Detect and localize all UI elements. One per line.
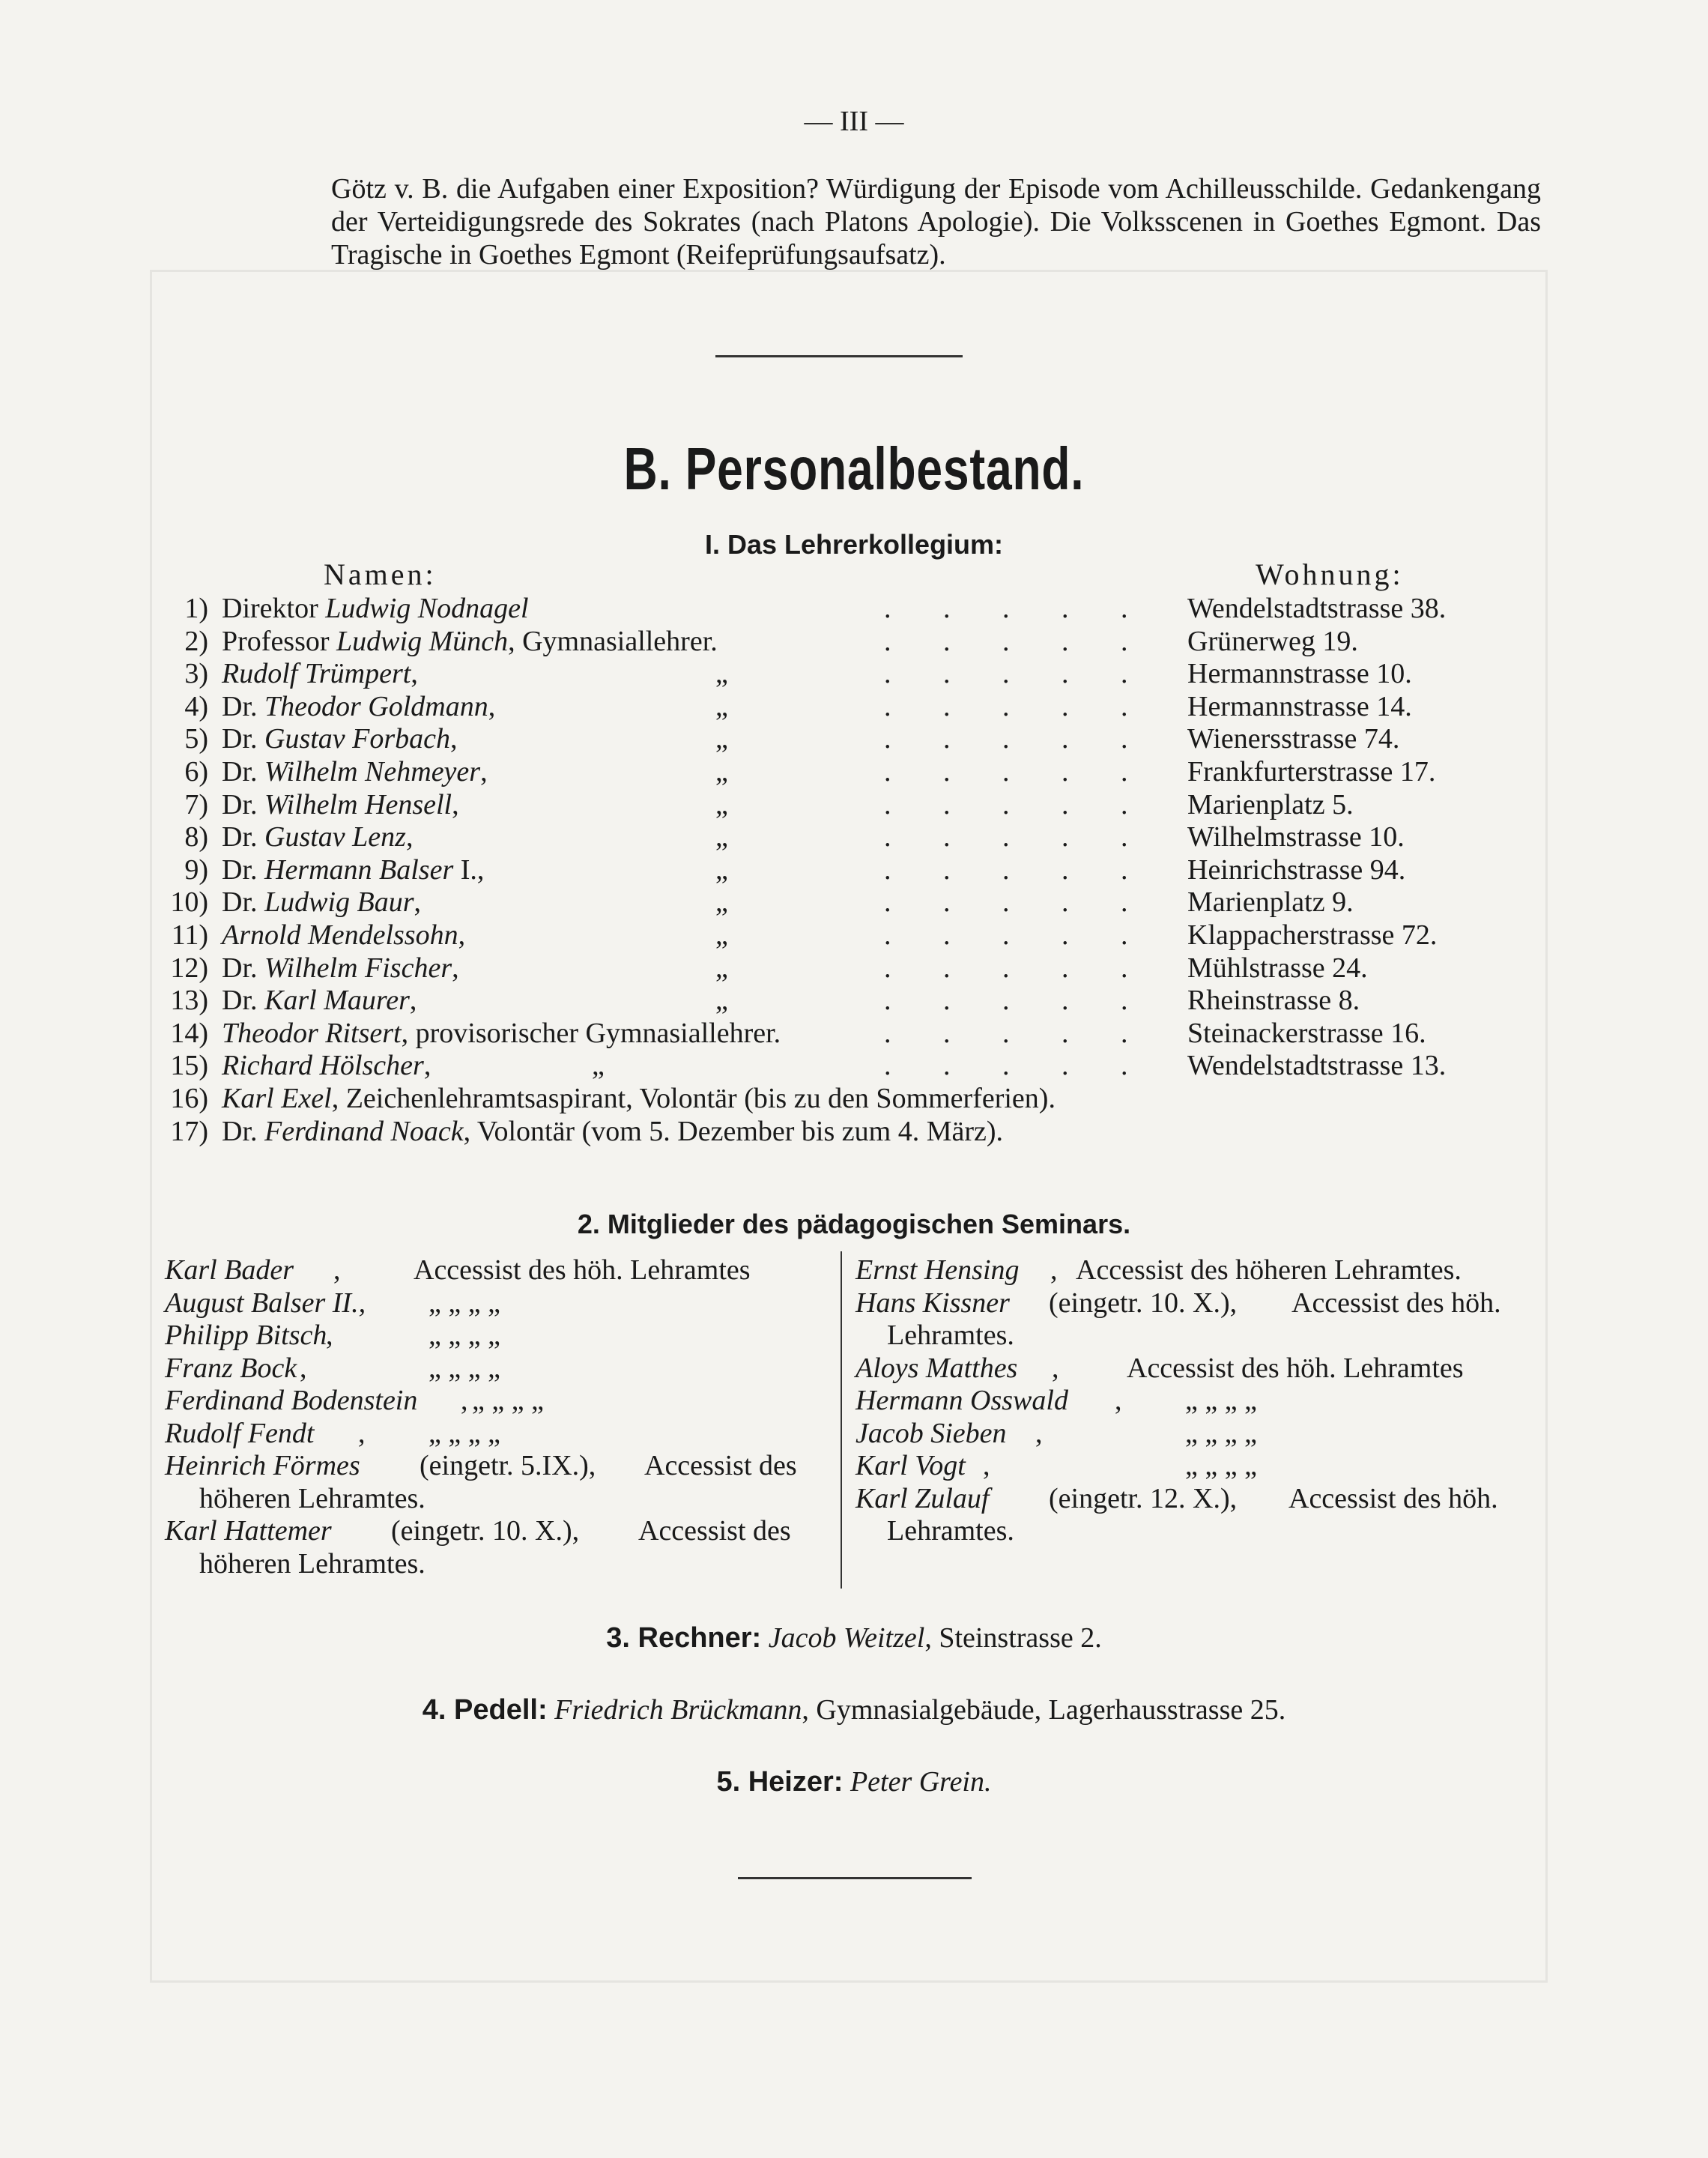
teacher-row	[0, 657, 1708, 690]
leader-dots: . . . . .	[884, 625, 1151, 657]
seminar-row: Jacob Sieben , „ „ „ „	[855, 1417, 1257, 1449]
teacher-name: Theodor Ritsert, provisorischer Gymnasiallehrer.	[222, 1017, 781, 1049]
leader-dots: . . . . .	[884, 788, 1151, 820]
section-title: B. Personalbestand.	[623, 435, 1085, 502]
teacher-row	[0, 984, 1708, 1017]
teacher-row	[0, 853, 1708, 886]
teacher-address: Heinrichstrasse 94.	[1187, 853, 1406, 886]
teacher-address: Hermannstrasse 14.	[1187, 690, 1412, 722]
teacher-row	[0, 1049, 1708, 1082]
ditto-mark: „	[715, 886, 728, 919]
seminar-row: Lehramtes.	[887, 1515, 1014, 1547]
teacher-row	[0, 952, 1708, 985]
teacher-row	[0, 592, 1708, 625]
teacher-row	[0, 788, 1708, 821]
teacher-name: Rudolf Trümpert,	[222, 658, 418, 690]
teacher-number: 11)	[171, 919, 208, 951]
seminar-row: Lehramtes.	[887, 1320, 1014, 1351]
teacher-address: Mühlstrasse 24.	[1187, 952, 1368, 984]
teacher-number: 8)	[184, 821, 208, 853]
seminar-row: Philipp Bitsch , „ „ „ „	[165, 1320, 500, 1351]
ditto-mark: „	[715, 756, 728, 788]
teacher-number: 15)	[170, 1050, 208, 1082]
seminar-left-column	[165, 1254, 832, 1580]
col-header-address: Wohnung:	[1256, 557, 1404, 591]
rechner-line: 3. Rechner: Jacob Weitzel, Steinstrasse 2.	[606, 1622, 1102, 1654]
divider-bottom	[738, 1877, 972, 1879]
divider-top	[715, 355, 963, 357]
teacher-name: Dr. Theodor Goldmann,	[222, 690, 496, 722]
teacher-row	[0, 625, 1708, 658]
teacher-number: 7)	[184, 788, 208, 820]
teacher-address: Steinackerstrasse 16.	[1187, 1017, 1426, 1049]
teacher-name: Dr. Hermann Balser I.,	[222, 853, 485, 886]
leader-dots: . . . . .	[884, 658, 1151, 690]
teacher-name: Karl Exel, Zeichenlehramtsaspirant, Volontär (bis zu den Sommerferien).	[222, 1083, 1056, 1114]
teacher-address: Marienplatz 5.	[1187, 788, 1354, 820]
teacher-name: Dr. Gustav Lenz,	[222, 821, 414, 853]
lehrer-heading: I. Das Lehrerkollegium:	[704, 529, 1004, 560]
teacher-name: Richard Hölscher,	[222, 1050, 431, 1082]
seminar-row: Ferdinand Bodenstein , „ „ „ „	[165, 1385, 544, 1416]
teacher-number: 4)	[184, 690, 208, 722]
ditto-mark: „	[715, 788, 728, 820]
seminar-row: Hans Kissner (eingetr. 10. X.), Accessist des höh.	[855, 1287, 1501, 1319]
teacher-name: Dr. Karl Maurer,	[222, 985, 417, 1017]
teacher-address: Marienplatz 9.	[1187, 886, 1354, 919]
seminar-row: Aloys Matthes , Accessist des höh. Lehramtes	[855, 1352, 1464, 1384]
seminar-heading: 2. Mitglieder des pädagogischen Seminars.	[577, 1209, 1131, 1239]
teacher-number: 16)	[170, 1083, 208, 1114]
leader-dots: . . . . .	[884, 985, 1151, 1017]
ditto-mark: „	[715, 853, 728, 886]
seminar-row: Karl Vogt , „ „ „ „	[855, 1450, 1257, 1481]
teacher-row	[0, 820, 1708, 853]
leader-dots: . . . . .	[884, 821, 1151, 853]
pedell-line: 4. Pedell: Friedrich Brückmann, Gymnasialgebäude, Lagerhausstrasse 25.	[422, 1694, 1286, 1726]
ditto-mark: „	[715, 919, 728, 951]
column-divider	[841, 1251, 842, 1589]
seminar-row: Karl Hattemer (eingetr. 10. X.), Accessist des	[165, 1515, 791, 1547]
teacher-name: Dr. Wilhelm Fischer,	[222, 952, 459, 984]
leader-dots: . . . . .	[884, 919, 1151, 951]
teacher-name: Dr. Ferdinand Noack, Volontär (vom 5. Dezember bis zum 4. März).	[222, 1115, 1004, 1147]
teacher-name: Arnold Mendelssohn,	[222, 919, 466, 951]
leader-dots: . . . . .	[884, 690, 1151, 722]
seminar-row: Karl Bader , Accessist des höh. Lehramtes	[165, 1254, 751, 1286]
teacher-row	[0, 886, 1708, 919]
seminar-row: Rudolf Fendt , „ „ „ „	[165, 1417, 500, 1449]
seminar-row: Hermann Osswald , „ „ „ „	[855, 1385, 1257, 1416]
leader-dots: . . . . .	[884, 952, 1151, 984]
ditto-mark: „	[592, 1050, 605, 1082]
teacher-address: Wienersstrasse 74.	[1187, 723, 1400, 755]
teacher-name: Professor Ludwig Münch, Gymnasiallehrer.	[222, 625, 718, 657]
teacher-address: Grünerweg 19.	[1187, 625, 1358, 657]
teacher-number: 13)	[170, 985, 208, 1017]
teacher-row	[0, 1115, 1708, 1148]
teacher-row	[0, 919, 1708, 952]
teacher-number: 10)	[170, 886, 208, 919]
seminar-row: Karl Zulauf (eingetr. 12. X.), Accessist des höh.	[855, 1482, 1498, 1514]
teacher-row	[0, 755, 1708, 788]
teacher-number: 12)	[170, 952, 208, 984]
seminar-row: höheren Lehramtes.	[199, 1482, 426, 1514]
seminar-row: höheren Lehramtes.	[199, 1547, 426, 1580]
leader-dots: . . . . .	[884, 1017, 1151, 1049]
teacher-row	[0, 1082, 1708, 1115]
teacher-address: Rheinstrasse 8.	[1187, 985, 1360, 1017]
teacher-address: Hermannstrasse 10.	[1187, 658, 1412, 690]
seminar-row: Ernst Hensing , Accessist des höheren Lehramtes.	[855, 1254, 1462, 1286]
leader-dots: . . . . .	[884, 723, 1151, 755]
teacher-row	[0, 690, 1708, 723]
leader-dots: . . . . .	[884, 853, 1151, 886]
teacher-number: 17)	[170, 1115, 208, 1147]
teacher-address: Wilhelmstrasse 10.	[1187, 821, 1405, 853]
ditto-mark: „	[715, 723, 728, 755]
teacher-row	[0, 1017, 1708, 1050]
teacher-number: 3)	[184, 658, 208, 690]
intro-paragraph: Götz v. B. die Aufgaben einer Exposition? Würdigung der Episode vom Achilleusschilde. Gedankengang der Verteidigungsrede des Sokrates (nach Platons Apologie). Die Volksscenen in Goethes Egmont. Das Tragische in Goethes Egmont (Reifeprüfungsaufsatz).	[331, 173, 1541, 270]
leader-dots: . . . . .	[884, 593, 1151, 624]
page-number: — III —	[804, 106, 904, 137]
ditto-mark: „	[715, 952, 728, 984]
teacher-address: Wendelstadtstrasse 38.	[1187, 593, 1447, 624]
seminar-right-column	[855, 1254, 1552, 1548]
ditto-mark: „	[715, 985, 728, 1017]
teacher-number: 2)	[184, 625, 208, 657]
seminar-row: Heinrich Förmes (eingetr. 5.IX.), Accessist des	[165, 1450, 797, 1481]
ditto-mark: „	[715, 658, 728, 690]
teacher-number: 6)	[184, 756, 208, 788]
ditto-mark: „	[715, 821, 728, 853]
seminar-row: August Balser II., „ „ „ „	[165, 1287, 500, 1319]
heizer-line: 5. Heizer: Peter Grein.	[716, 1766, 992, 1798]
teacher-name: Dr. Ludwig Baur,	[222, 886, 422, 919]
teacher-number: 5)	[184, 723, 208, 755]
teacher-address: Wendelstadtstrasse 13.	[1187, 1050, 1447, 1082]
teacher-name: Direktor Ludwig Nodnagel	[222, 593, 529, 624]
teacher-number: 9)	[184, 853, 208, 886]
teacher-name: Dr. Wilhelm Hensell,	[222, 788, 459, 820]
leader-dots: . . . . .	[884, 1050, 1151, 1082]
teacher-address: Frankfurterstrasse 17.	[1187, 756, 1436, 788]
teacher-address: Klappacherstrasse 72.	[1187, 919, 1438, 951]
teacher-name: Dr. Wilhelm Nehmeyer,	[222, 756, 488, 788]
seminar-row: Franz Bock , „ „ „ „	[165, 1352, 500, 1384]
leader-dots: . . . . .	[884, 756, 1151, 788]
col-header-names: Namen:	[324, 557, 437, 591]
ditto-mark: „	[715, 690, 728, 722]
teacher-number: 1)	[184, 593, 208, 624]
teacher-row	[0, 722, 1708, 755]
teacher-name: Dr. Gustav Forbach,	[222, 723, 458, 755]
leader-dots: . . . . .	[884, 886, 1151, 919]
teacher-number: 14)	[170, 1017, 208, 1049]
